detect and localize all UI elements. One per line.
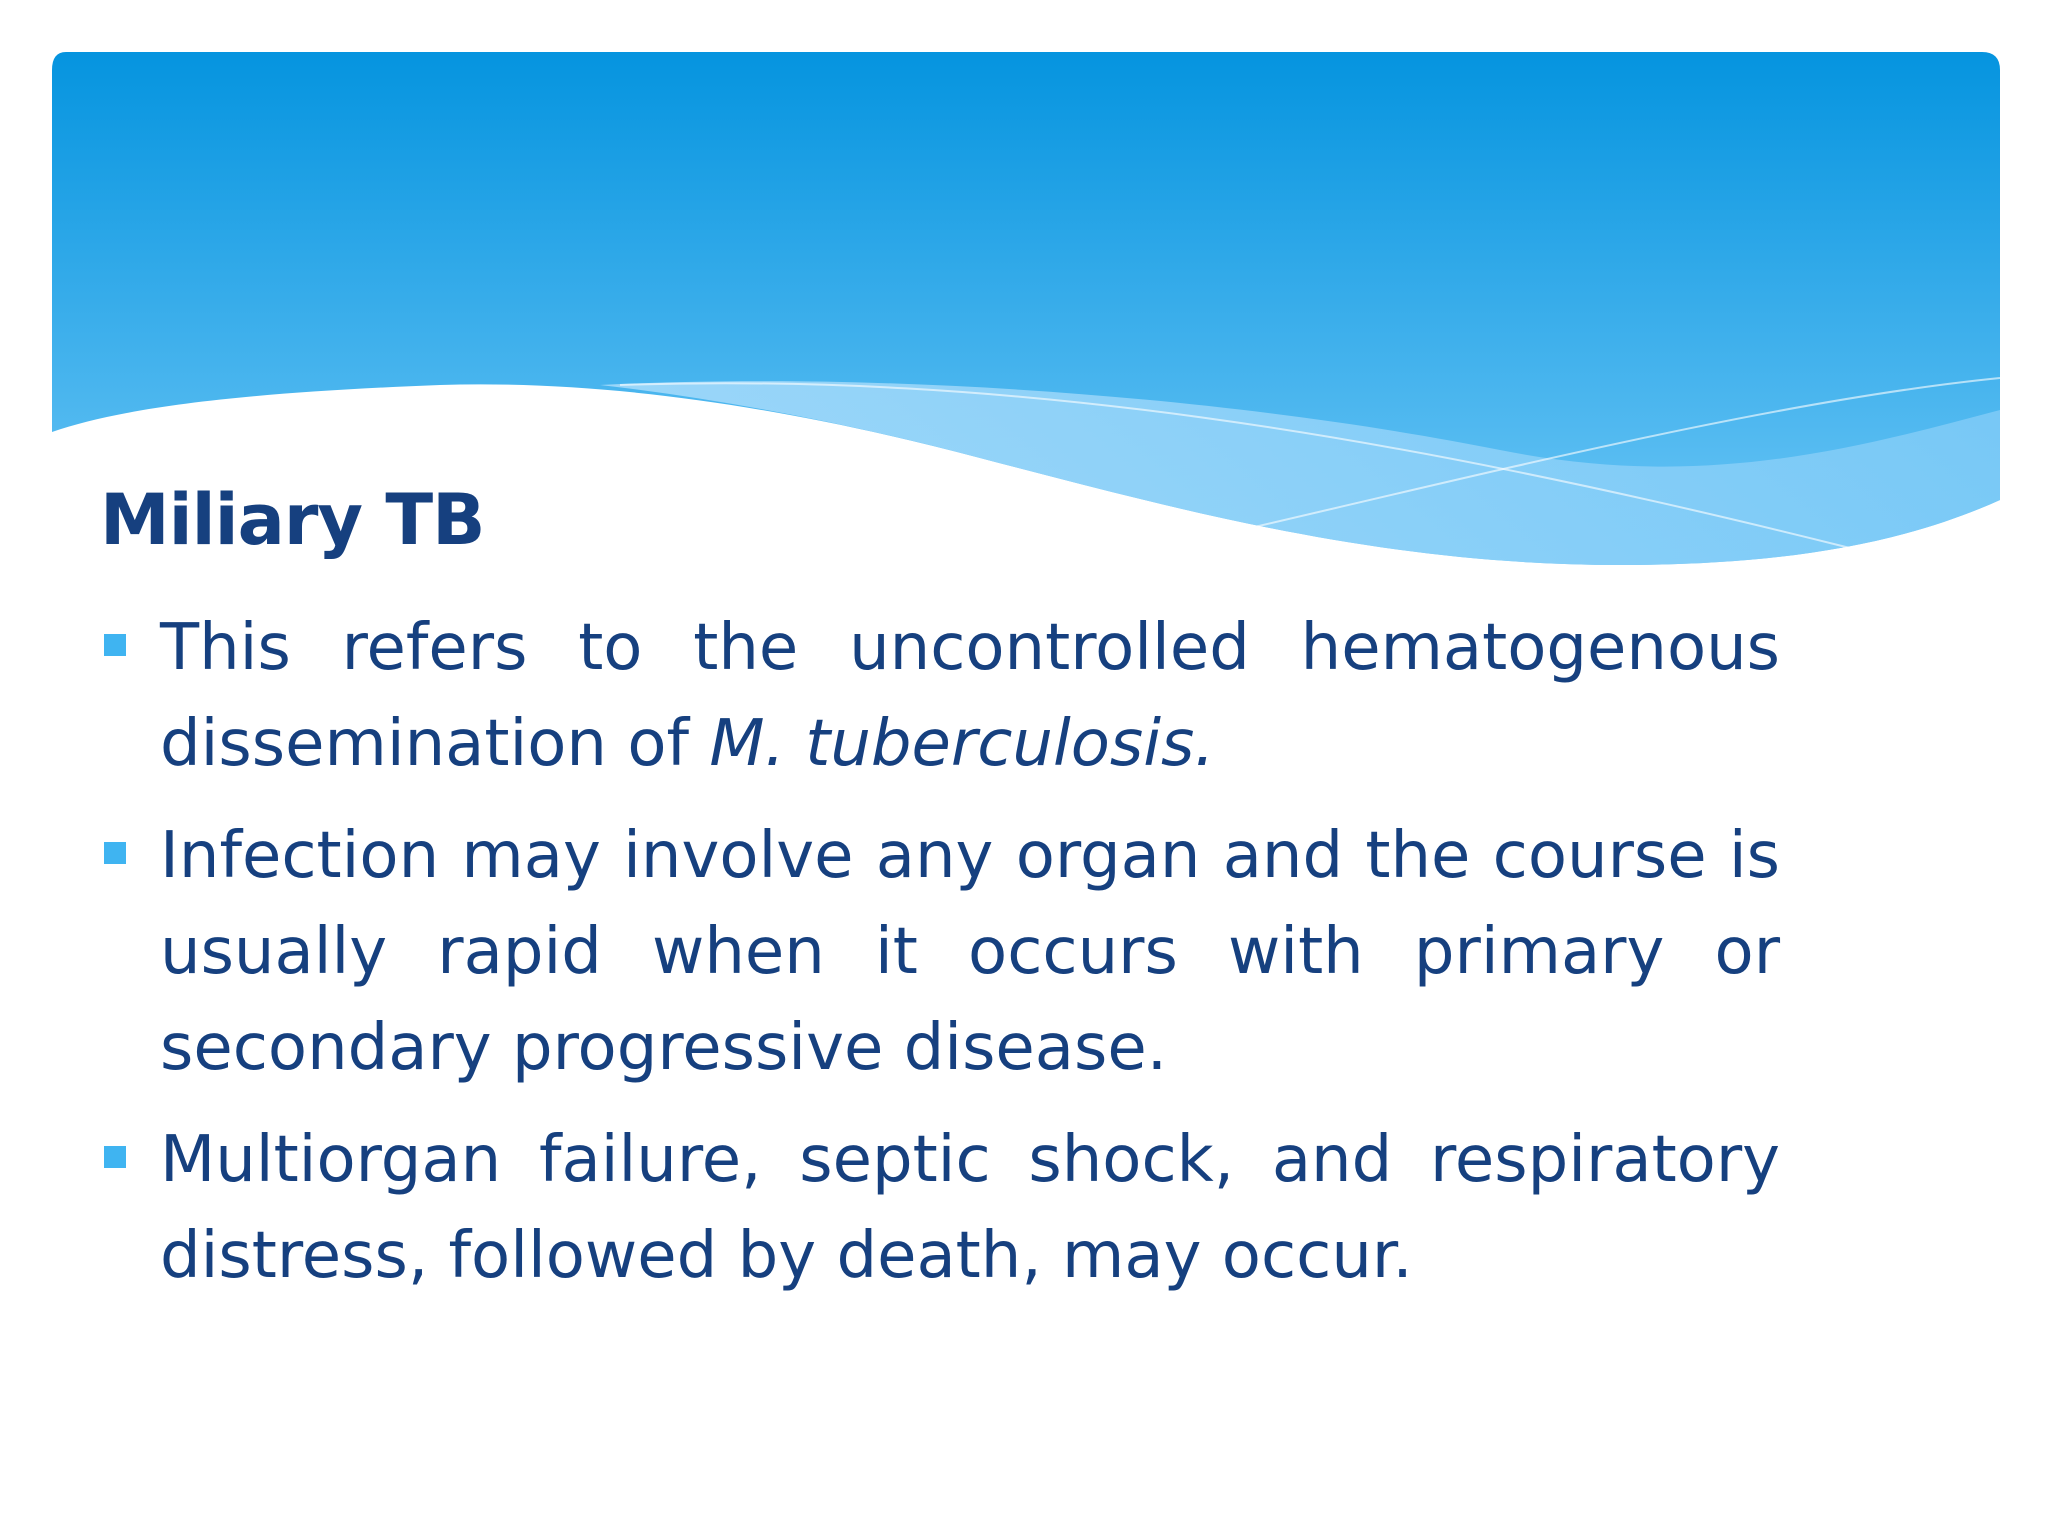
square-bullet-icon [104, 842, 126, 864]
bullet-text: Infection may involve any organ and the course is usually rapid when it occurs with primary or secondary progressive disease. [160, 819, 1780, 1085]
bullet-item [160, 808, 1780, 1096]
bullet-list [160, 600, 1780, 1320]
slide-title: Miliary TB [100, 479, 485, 561]
bullet-item [160, 1112, 1780, 1304]
bullet-item [160, 600, 1780, 792]
square-bullet-icon [104, 1146, 126, 1168]
square-bullet-icon [104, 634, 126, 656]
bullet-text-italic: M. tuberculosis. [709, 707, 1215, 781]
bullet-text: This refers to the uncontrolled hematogenous dissemination of [160, 611, 1780, 781]
bullet-text: Multiorgan failure, septic shock, and respiratory distress, followed by death, may occur. [160, 1123, 1780, 1293]
